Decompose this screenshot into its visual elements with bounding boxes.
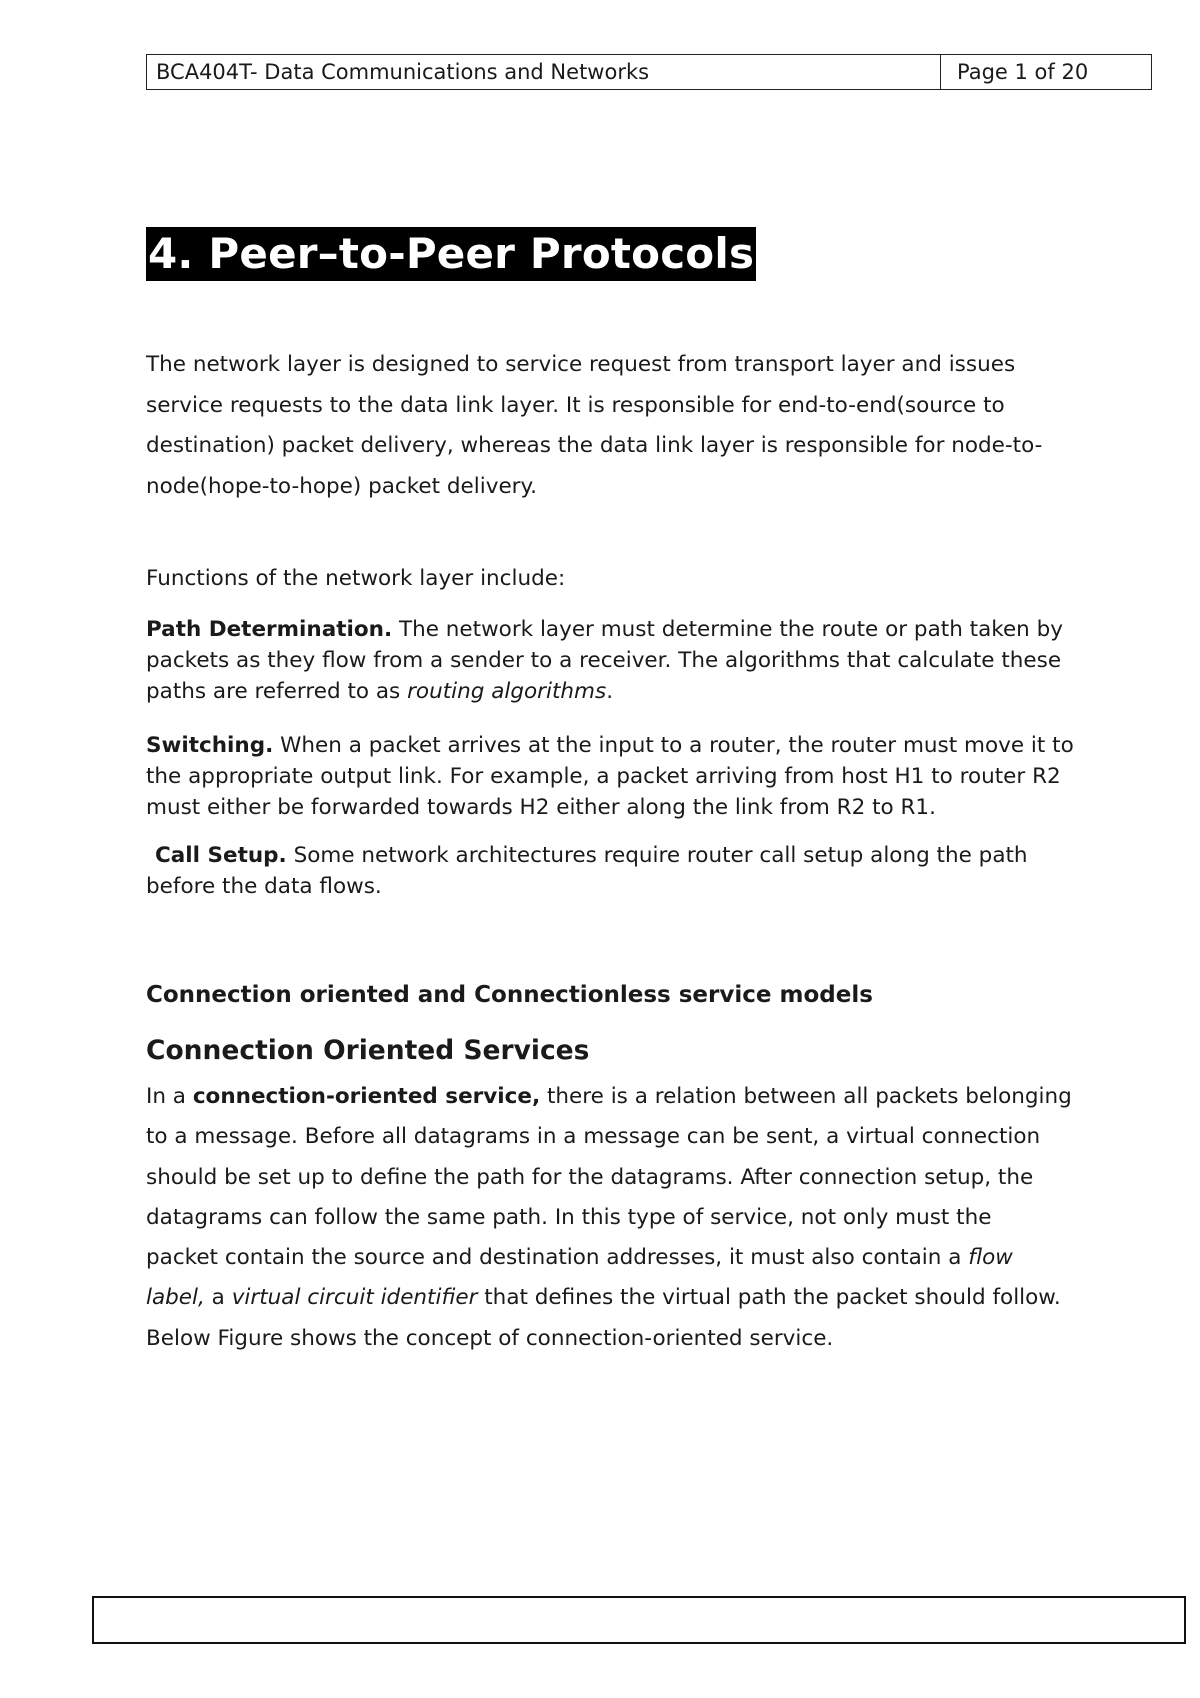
path-text: packets as they flow from a sender to a receiver. The algorithms that calculate these xyxy=(146,648,1062,673)
intro-paragraph xyxy=(146,345,1126,507)
switching-text: When a packet arrives at the input to a router, the router must move it to xyxy=(273,733,1074,758)
switching-text: must either be forwarded towards H2 either along the link from R2 to R1. xyxy=(146,795,936,820)
conn-text: datagrams can follow the same path. In this type of service, not only must the xyxy=(146,1204,992,1230)
call-setup-term: Call Setup. xyxy=(155,843,287,868)
routing-algorithms-term: routing algorithms xyxy=(407,679,607,704)
intro-line: service requests to the data link layer. It is responsible for end-to-end(source to xyxy=(146,392,1005,418)
switching-paragraph xyxy=(146,730,1126,823)
conn-text: In a xyxy=(146,1084,193,1109)
switching-text: the appropriate output link. For example, a packet arriving from host H1 to router R2 xyxy=(146,764,1061,789)
path-end: . xyxy=(606,679,614,704)
chapter-title: 4. Peer–to-Peer Protocols xyxy=(146,227,756,281)
call-setup-paragraph xyxy=(146,840,1126,902)
intro-line: node(hope-to-hope) packet delivery. xyxy=(146,473,537,499)
label-term: label, xyxy=(146,1285,205,1311)
switching-term: Switching. xyxy=(146,733,274,758)
connection-oriented-paragraph xyxy=(146,1077,1126,1359)
path-text: The network layer must determine the route or path taken by xyxy=(392,617,1063,642)
conn-text: should be set up to define the path for the datagrams. After connection setup, the xyxy=(146,1164,1034,1190)
conn-text: a xyxy=(204,1285,232,1311)
call-setup-text: Some network architectures require router call setup along the path xyxy=(286,843,1028,868)
connection-oriented-term: connection-oriented service, xyxy=(192,1084,541,1109)
path-determination-paragraph xyxy=(146,614,1126,707)
intro-line: destination) packet delivery, whereas the data link layer is responsible for node-to- xyxy=(146,433,1043,458)
page-number: Page 1 of 20 xyxy=(957,60,1089,84)
conn-text: there is a relation between all packets belonging xyxy=(540,1084,1072,1109)
intro-line: The network layer is designed to service request from transport layer and issues xyxy=(146,352,1016,377)
path-text: paths are referred to as xyxy=(146,679,408,704)
conn-text: Below Figure shows the concept of connection-oriented service. xyxy=(146,1325,834,1351)
call-setup-text: before the data flows. xyxy=(146,874,382,899)
conn-text: to a message. Before all datagrams in a message can be sent, a virtual connection xyxy=(146,1124,1041,1150)
conn-text: packet contain the source and destination addresses, it must also contain a xyxy=(146,1245,969,1271)
course-title: BCA404T- Data Communications and Networks xyxy=(147,55,941,89)
path-term: Path Determination. xyxy=(146,617,393,642)
page-footer xyxy=(92,1596,1186,1644)
section-heading: Connection Oriented Services xyxy=(146,1035,590,1066)
flow-term: flow xyxy=(968,1245,1013,1271)
page-header xyxy=(146,54,1152,90)
virtual-circuit-identifier-term: virtual circuit identifier xyxy=(231,1285,478,1311)
functions-intro: Functions of the network layer include: xyxy=(146,566,566,591)
service-models-heading: Connection oriented and Connectionless service models xyxy=(146,982,873,1008)
conn-text: that defines the virtual path the packet should follow. xyxy=(477,1285,1061,1311)
